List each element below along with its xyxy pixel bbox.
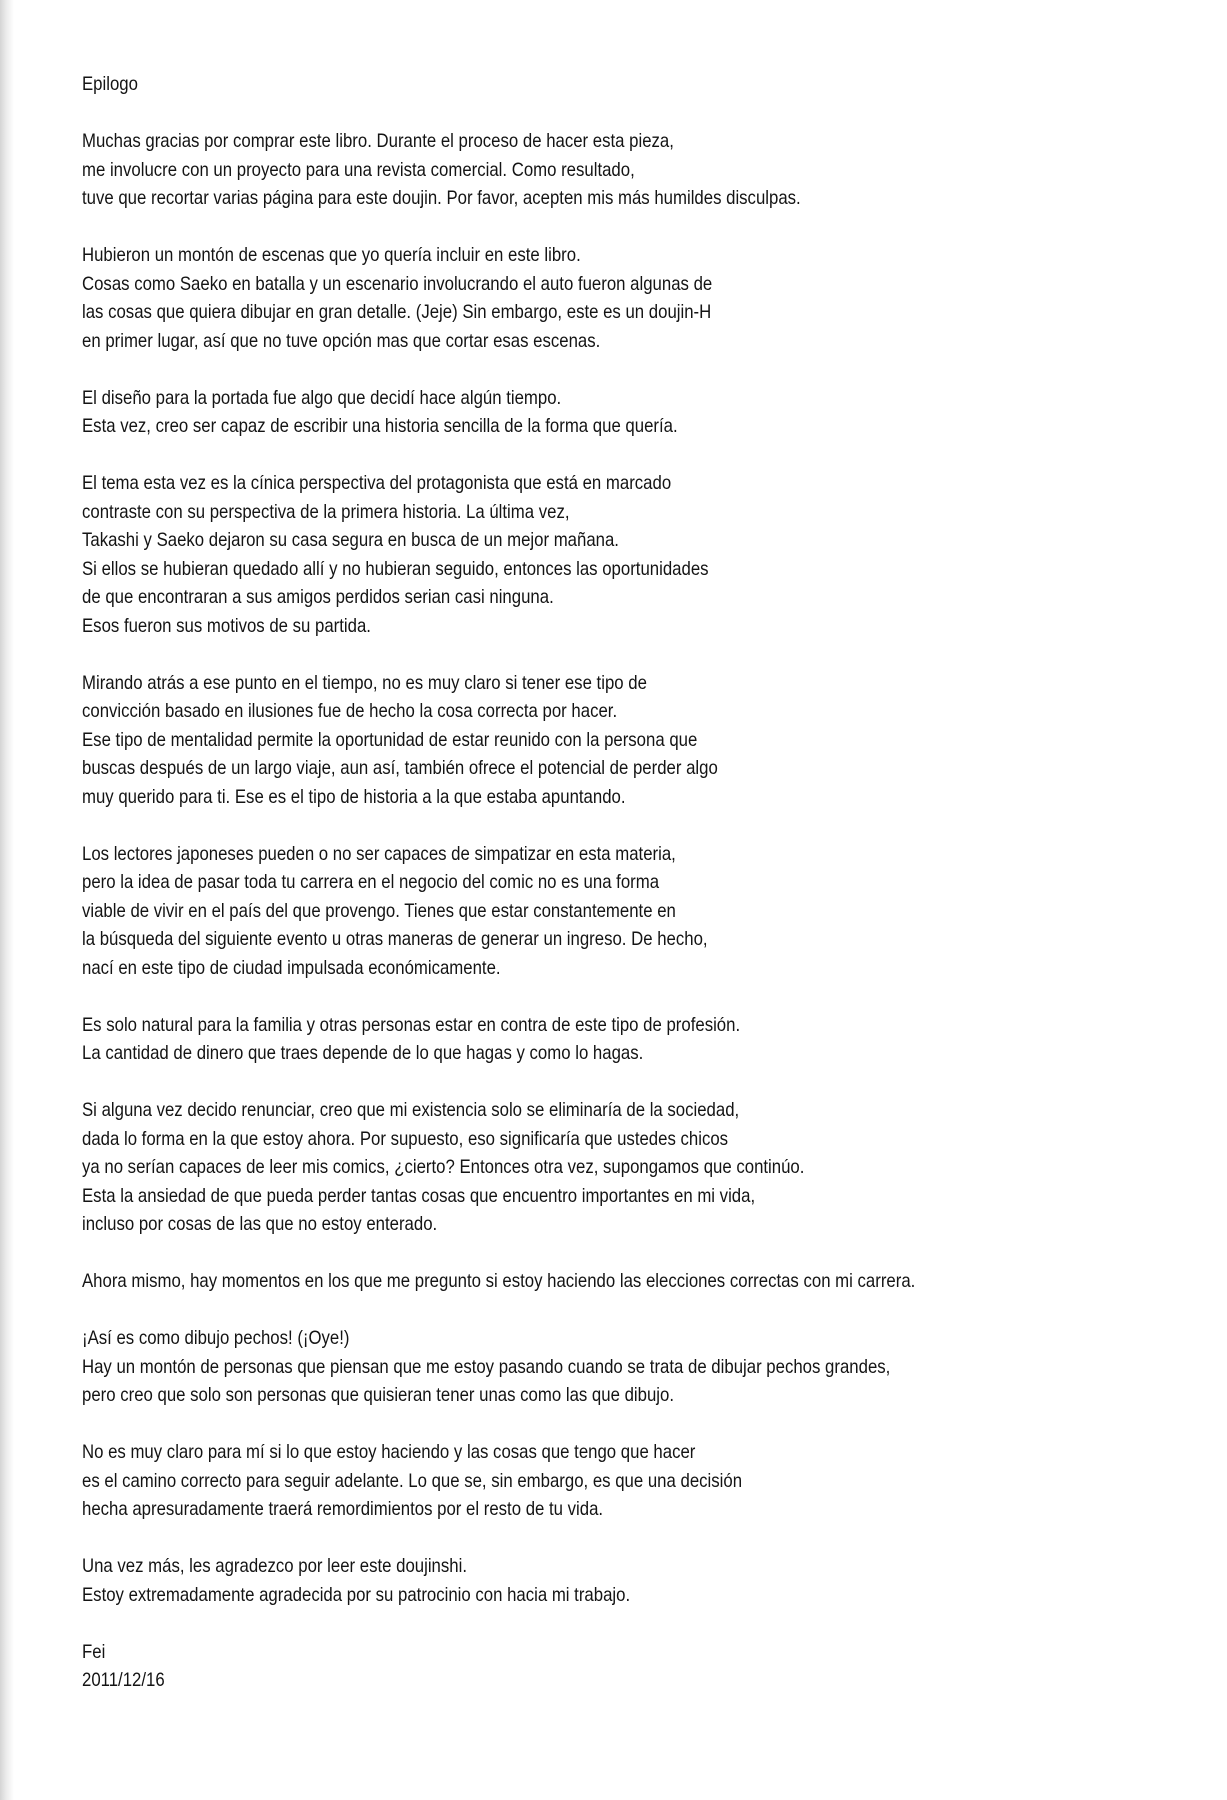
- paragraph: [82, 1552, 1045, 1609]
- text-line: Si alguna vez decido renunciar, creo que mi existencia solo se eliminaría de la sociedad,: [82, 1099, 740, 1121]
- text-line: convicción basado en ilusiones fue de hecho la cosa correcta por hacer.: [82, 700, 618, 722]
- signature-name: Fei: [82, 1640, 106, 1663]
- text-line: la búsqueda del siguiente evento u otras maneras de generar un ingreso. De hecho,: [82, 928, 708, 950]
- text-line: Esta vez, creo ser capaz de escribir una historia sencilla de la forma que quería.: [82, 415, 678, 437]
- text-line: No es muy claro para mí si lo que estoy haciendo y las cosas que tengo que hacer: [82, 1441, 696, 1463]
- paragraph: [82, 384, 1045, 441]
- paragraph: [82, 127, 1045, 213]
- text-line: muy querido para ti. Ese es el tipo de historia a la que estaba apuntando.: [82, 785, 626, 808]
- text-line: dada lo forma en la que estoy ahora. Por supuesto, eso significaría que ustedes chicos: [82, 1127, 729, 1150]
- text-line: me involucre con un proyecto para una revista comercial. Como resultado,: [82, 158, 635, 181]
- text-line: Ahora mismo, hay momentos en los que me pregunto si estoy haciendo las elecciones correctas con mi carrera.: [82, 1270, 916, 1292]
- paragraph: [82, 1096, 1045, 1239]
- signature-block: [82, 1638, 1045, 1695]
- text-line: Si ellos se hubieran quedado allí y no hubieran seguido, entonces las oportunidades: [82, 557, 709, 580]
- text-line: Una vez más, les agradezco por leer este doujinshi.: [82, 1555, 467, 1577]
- paragraph: [82, 840, 1045, 983]
- text-line: Esta la ansiedad de que pueda perder tantas cosas que encuentro importantes en mi vida,: [82, 1184, 756, 1207]
- paragraph: [82, 1438, 1045, 1524]
- paragraph: [82, 469, 1045, 640]
- text-line: tuve que recortar varias página para este doujin. Por favor, acepten mis más humildes disculpas.: [82, 187, 801, 209]
- text-line: Mirando atrás a ese punto en el tiempo, no es muy claro si tener ese tipo de: [82, 671, 647, 694]
- text-line: de que encontraran a sus amigos perdidos serian casi ninguna.: [82, 586, 554, 608]
- text-line: Esos fueron sus motivos de su partida.: [82, 614, 371, 637]
- text-line: Cosas como Saeko en batalla y un escenario involucrando el auto fueron algunas de: [82, 272, 713, 295]
- text-line: las cosas que quiera dibujar en gran detalle. (Jeje) Sin embargo, este es un doujin-H: [82, 301, 712, 323]
- text-line: Es solo natural para la familia y otras personas estar en contra de este tipo de profesión.: [82, 1013, 741, 1036]
- text-line: nací en este tipo de ciudad impulsada económicamente.: [82, 956, 501, 979]
- text-line: ¡Así es como dibujo pechos! (¡Oye!): [82, 1327, 350, 1349]
- text-line: pero creo que solo son personas que quisieran tener unas como las que dibujo.: [82, 1384, 675, 1406]
- epilogue-body: [82, 127, 1045, 1609]
- text-line: Hay un montón de personas que piensan que me estoy pasando cuando se trata de dibujar pechos grandes,: [82, 1355, 891, 1378]
- text-line: Takashi y Saeko dejaron su casa segura en busca de un mejor mañana.: [82, 529, 619, 551]
- text-line: pero la idea de pasar toda tu carrera en el negocio del comic no es una forma: [82, 871, 660, 893]
- text-line: Muchas gracias por comprar este libro. Durante el proceso de hacer esta pieza,: [82, 130, 674, 152]
- page-edge-shadow: [0, 0, 14, 1800]
- text-line: ya no serían capaces de leer mis comics, ¿cierto? Entonces otra vez, supongamos que continúo.: [82, 1156, 805, 1178]
- paragraph: [82, 669, 1045, 812]
- text-line: hecha apresuradamente traerá remordimientos por el resto de tu vida.: [82, 1498, 604, 1520]
- text-line: contraste con su perspectiva de la primera historia. La última vez,: [82, 500, 570, 523]
- text-line: Ese tipo de mentalidad permite la oportunidad de estar reunido con la persona que: [82, 728, 698, 751]
- text-line: viable de vivir en el país del que provengo. Tienes que estar constantemente en: [82, 899, 676, 922]
- paragraph: [82, 1011, 1045, 1068]
- text-line: Los lectores japoneses pueden o no ser capaces de simpatizar en esta materia,: [82, 842, 676, 865]
- text-line: en primer lugar, así que no tuve opción mas que cortar esas escenas.: [82, 329, 601, 352]
- text-line: es el camino correcto para seguir adelante. Lo que se, sin embargo, es que una decisión: [82, 1469, 743, 1492]
- document-title: Epilogo: [82, 73, 138, 95]
- text-line: incluso por cosas de las que no estoy enterado.: [82, 1213, 438, 1235]
- epilogue-document: [82, 70, 1045, 1723]
- text-line: Estoy extremadamente agradecida por su patrocinio con hacia mi trabajo.: [82, 1583, 631, 1606]
- paragraph: [82, 241, 1045, 355]
- text-line: El tema esta vez es la cínica perspectiva del protagonista que está en marcado: [82, 472, 672, 494]
- signature-date: 2011/12/16: [82, 1669, 165, 1691]
- text-line: La cantidad de dinero que traes depende de lo que hagas y como lo hagas.: [82, 1042, 644, 1064]
- text-line: Hubieron un montón de escenas que yo quería incluir en este libro.: [82, 244, 581, 266]
- paragraph: [82, 1267, 1045, 1296]
- text-line: buscas después de un largo viaje, aun así, también ofrece el potencial de perder algo: [82, 757, 718, 779]
- paragraph: [82, 1324, 1045, 1410]
- text-line: El diseño para la portada fue algo que decidí hace algún tiempo.: [82, 386, 562, 409]
